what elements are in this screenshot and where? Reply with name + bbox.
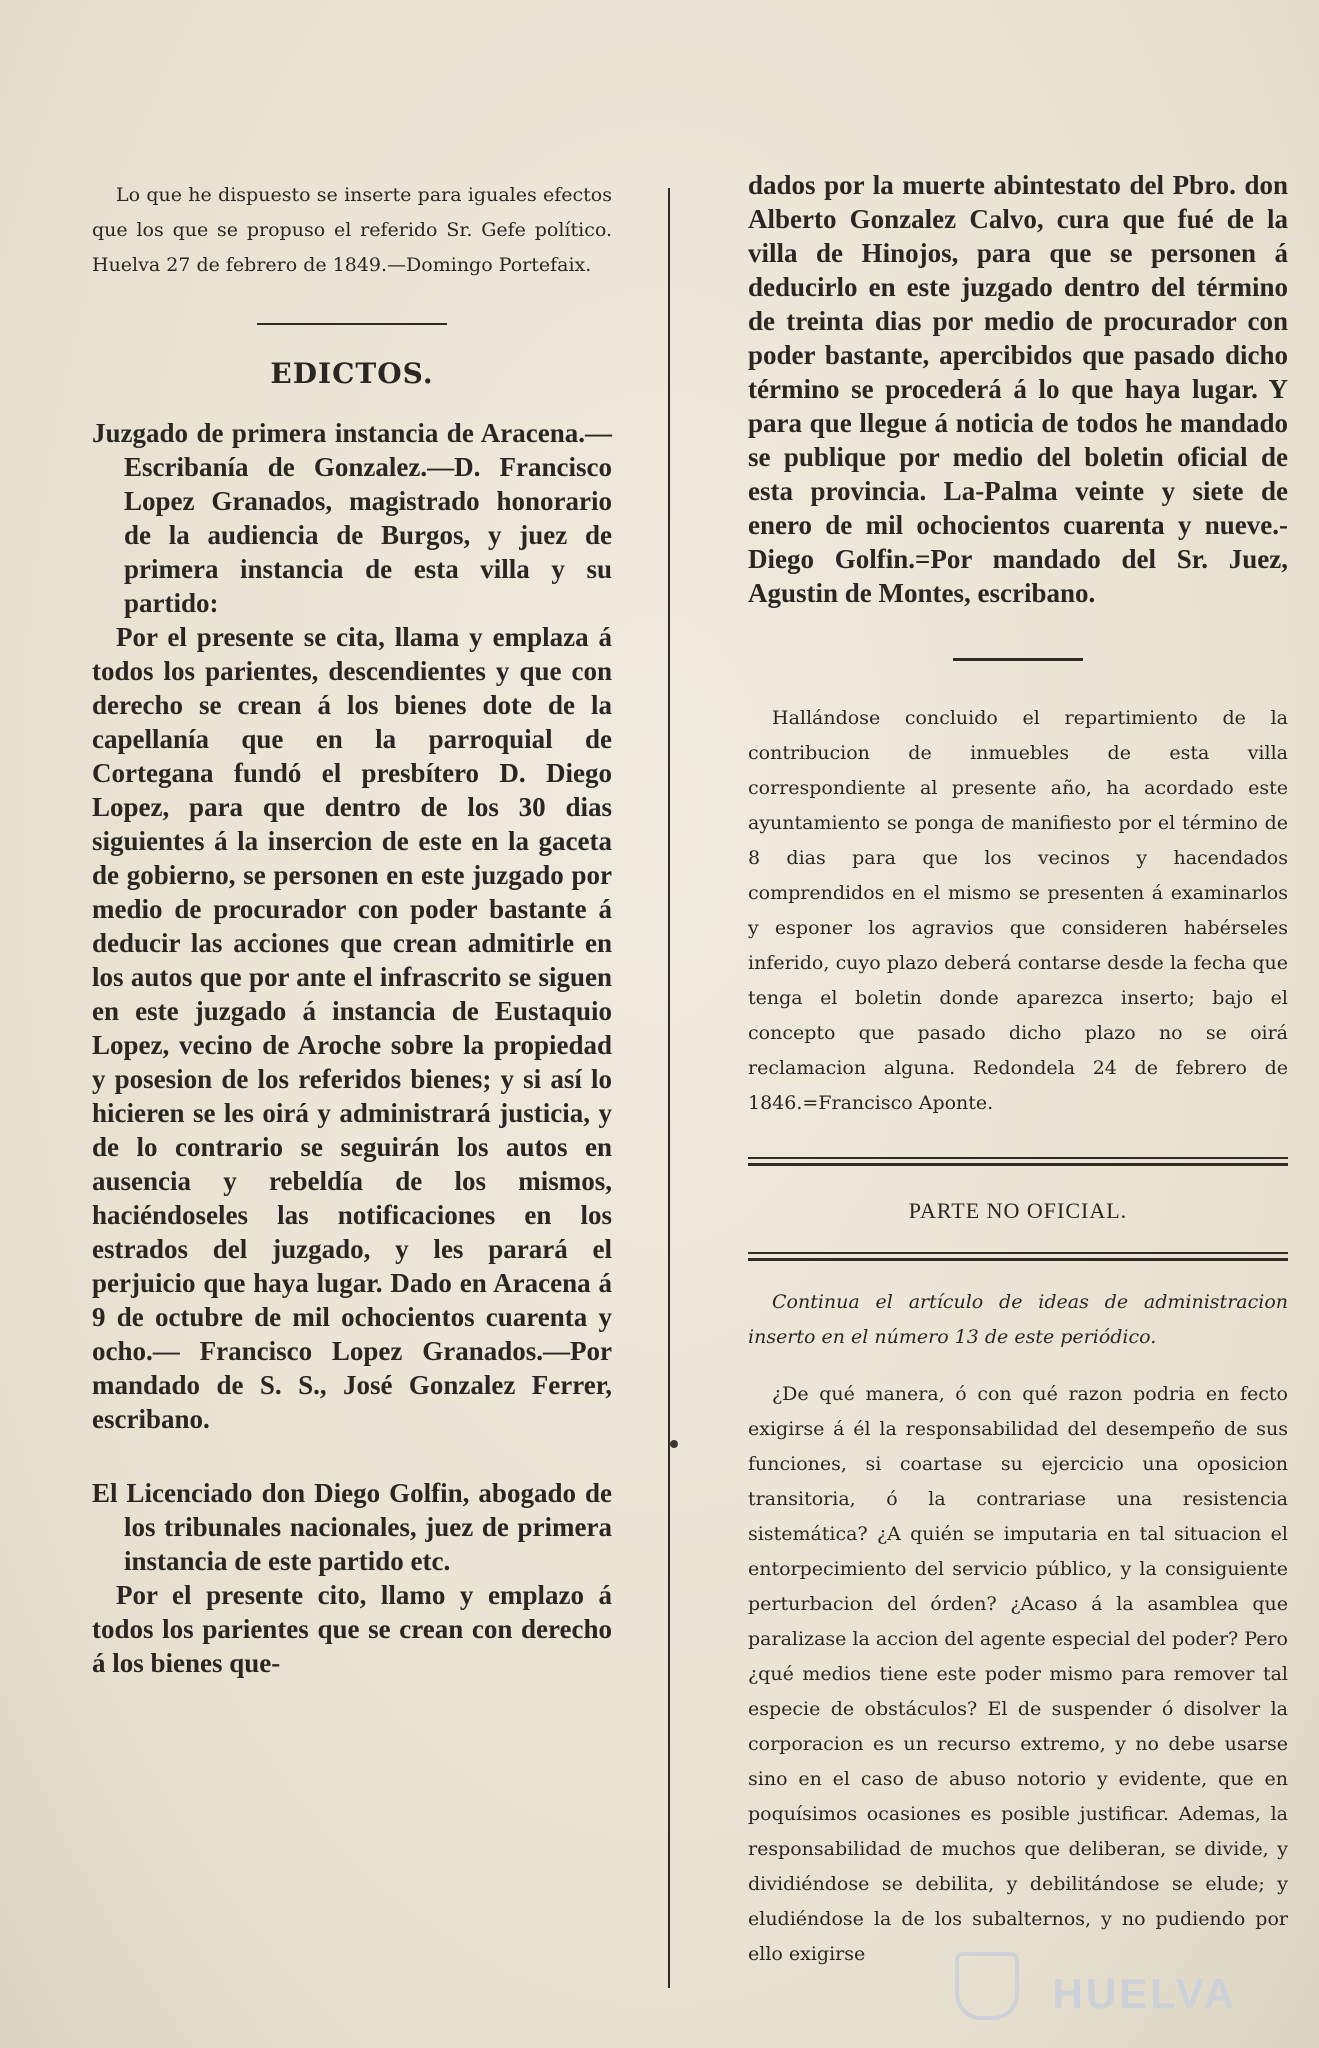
edict-aracena-body: Por el presente se cita, llama y emplaza á todos los parientes, descendientes y que con derecho se crean á los bienes dote de la capellanía que en la parroquial de Cortegana fundó el presbítero D. Diego Lopez, para que dentro de los 30 dias siguientes á la insercion de este en la gaceta de gobierno, se personen en este juzgado por medio de procurador con poder bastante á deducir las acciones que crean admitirle en los autos que por ante el infrascrito se siguen en este juzgado á instancia de Eustaquio Lopez, vecino de Aroche sobre la propiedad y posesion de los referidos bienes; y si así lo hicieren se les oirá y administrará justicia, y de lo contrario se seguirán los autos en ausencia y rebeldía de los mismos, haciéndoseles las notificaciones en los estrados del juzgado, y les parará el perjuicio que haya lugar. Dado en Aracena á 9 de octubre de mil ochocientos cuarenta y ocho.— Francisco Lopez Granados.—Por mandado de S. S., José Gonzalez Ferrer, escribano.: [92, 622, 612, 1434]
continua-note: [748, 1285, 1288, 1355]
edict-lapalma: [92, 1476, 612, 1680]
redondela-notice: [748, 701, 1288, 1121]
edict-lapalma-header: El Licenciado don Diego Golfin, abogado de los tribunales nacionales, juez de primera instancia de este partido etc.: [92, 1478, 612, 1576]
edict-aracena-header: Juzgado de primera instancia de Aracena.—Escribanía de Gonzalez.—D. Francisco Lopez Granados, magistrado honorario de la audiencia de Burgos, y juez de primera instancia de esta villa y su partido:: [92, 418, 612, 618]
rule-bottom-1: [748, 1252, 1288, 1254]
edictos-heading: EDICTOS.: [270, 357, 434, 390]
section-rule: [257, 323, 447, 325]
redondela-notice-text: Hallándose concluido el repartimiento de la contribucion de inmuebles de esta villa correspondiente al presente año, ha acordado este ayuntamiento se ponga de manifiesto por el término de 8 dias para que los vecinos y hacendados comprendidos en el mismo se presenten á examinarlos y esponer los agravios que consideren habérseles inferido, cuyo plazo deberá contarse desde la fecha que tenga el boletin donde aparezca inserto; bajo el concepto que pasado dicho plazo no se oirá reclamacion alguna. Redondela 24 de febrero de 1846.=Francisco Aponte.: [748, 707, 1288, 1114]
rule-top-2: [748, 1163, 1288, 1166]
section-rule-right: [953, 658, 1083, 661]
article-text: ¿De qué manera, ó con qué razon podria en fecto exigirse á él la responsabilidad del desempeño de sus funciones, si coartase su ejercicio una oposicion transitoria, ó la contrariase una resistencia sistemática? ¿A quién se imputaria en tal situacion el entorpecimiento del servicio público, y la consiguiente perturbacion del órden? ¿Acaso á la asamblea que paralizase la accion del agente especial del poder? Pero ¿qué medios tiene este poder mismo para remover tal especie de obstáculos? El de suspender ó disolver la corporacion es un recurso extremo, y no debe usarse sino en el caso de abuso notorio y evidente, que en poquísimos ocasiones es posible justificar. Ademas, la responsabilidad de muchos que deliberan, se divide, y dividiéndose se debilita, y debilitándose se elude; y eludiéndose la de los subalternos, y no pudiendo por ello exigirse: [748, 1383, 1288, 1965]
article-body: [748, 1377, 1288, 1972]
parte-no-oficial-heading: PARTE NO OFICIAL.: [908, 1198, 1128, 1223]
library-stamp-icon: [955, 1952, 1019, 2020]
right-column: [748, 168, 1288, 1972]
edict-lapalma-continued: [748, 168, 1288, 610]
rule-top-1: [748, 1157, 1288, 1159]
ink-dot: [670, 1440, 678, 1448]
intro-paragraph: [92, 178, 612, 283]
edict-lapalma-cont-text: dados por la muerte abintestato del Pbro. don Alberto Gonzalez Calvo, cura que fué de la villa de Hinojos, para que se personen á deducirlo en este juzgado dentro del término de treinta dias por medio de procurador con poder bastante, apercibidos que pasado dicho término se procederá á lo que haya lugar. Y para que llegue á noticia de todos he mandado se publique por medio del boletin oficial de esta provincia. La-Palma veinte y siete de enero de mil ochocientos cuarenta y nueve.-Diego Golfin.=Por mandado del Sr. Juez, Agustin de Montes, escribano.: [748, 170, 1288, 608]
intro-text: Lo que he dispuesto se inserte para iguales efectos que los que se propuso el referido Sr. Gefe político. Huelva 27 de febrero de 1849.—Domingo Portefaix.: [92, 184, 612, 276]
left-column: [92, 178, 612, 1680]
watermark-huelva: HUELVA: [1052, 1970, 1237, 2017]
edict-aracena: [92, 416, 612, 1436]
edict-lapalma-body: Por el presente cito, llamo y emplazo á todos los parientes que se crean con derecho á los bienes que-: [92, 1580, 612, 1678]
column-divider: [668, 188, 670, 1988]
continua-text: Continua el artículo de ideas de administracion inserto en el número 13 de este periódico.: [748, 1291, 1288, 1348]
